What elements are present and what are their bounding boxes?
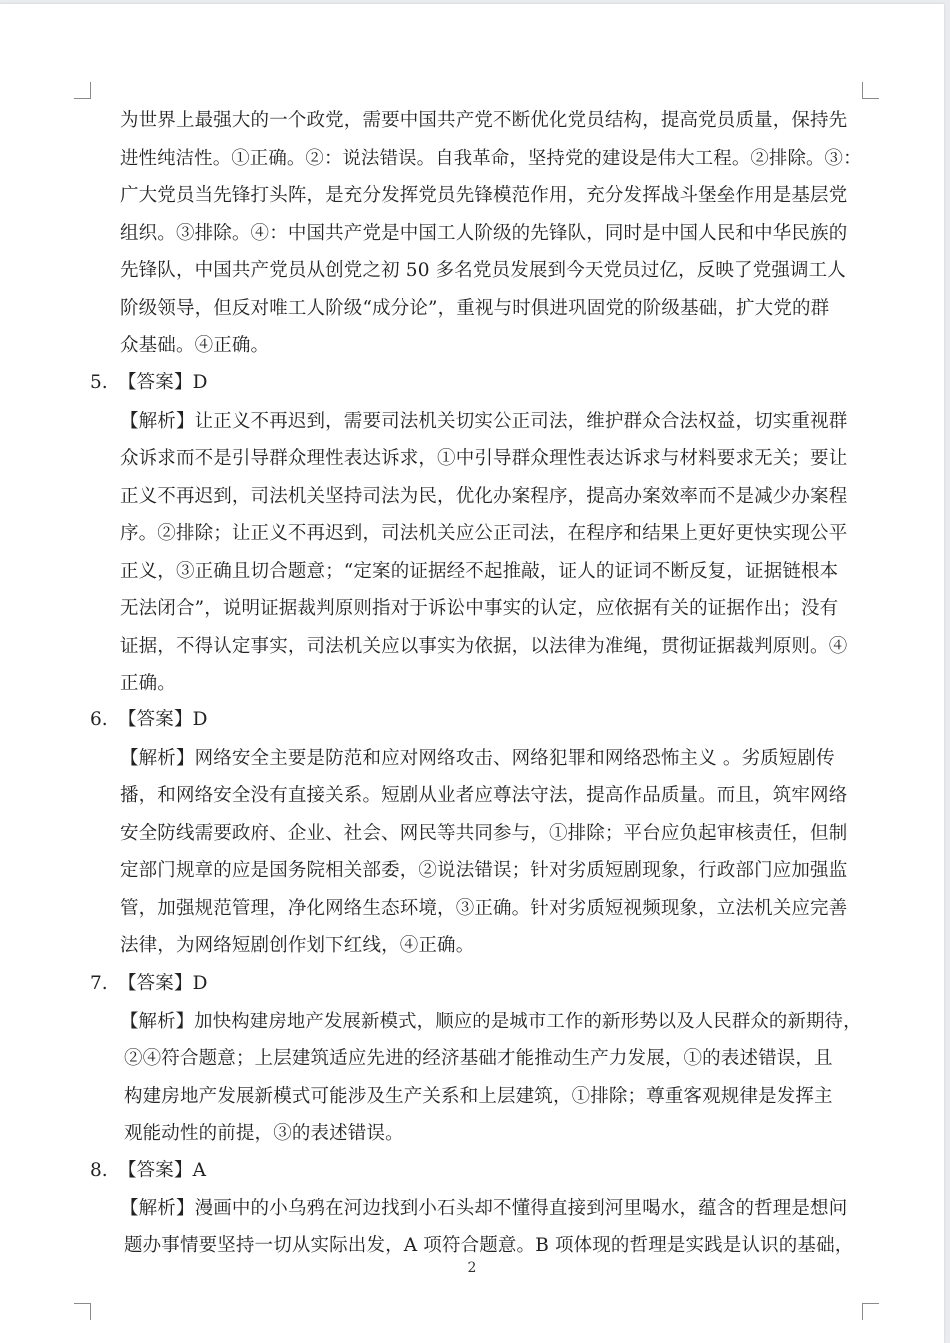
crop-mark-top-right — [862, 82, 879, 99]
text-line: 为世界上最强大的一个政党，需要中国共产党不断优化党员结构，提高党员质量，保持先 — [120, 110, 848, 131]
analysis-line: 【解析】让正义不再迟到，需要司法机关切实公正司法，维护群众合法权益，切实重视群 — [120, 411, 848, 432]
analysis-line: 构建房地产发展新模式可能涉及生产关系和上层建筑，①排除；尊重客观规律是发挥主 — [124, 1086, 833, 1107]
text-line: 进性纯洁性。①正确。②：说法错误。自我革命，坚持党的建设是伟大工程。②排除。③： — [120, 148, 862, 169]
analysis-line: 管，加强规范管理，净化网络生态环境，③正确。针对劣质短视频现象，立法机关应完善 — [120, 898, 848, 919]
question-number: 6. — [90, 709, 108, 730]
crop-mark-bottom-right — [862, 1303, 879, 1320]
analysis-line: 法律，为网络短剧创作划下红线，④正确。 — [120, 935, 475, 956]
question-number: 5. — [90, 372, 108, 393]
answer-line: 【答案】D — [118, 973, 208, 994]
question-number: 8. — [90, 1160, 108, 1181]
analysis-line: 正义，③正确且切合题意；“定案的证据经不起推敲，证人的证词不断反复，证据链根本 — [120, 561, 839, 582]
analysis-line: 序。②排除；让正义不再迟到，司法机关应公正司法，在程序和结果上更好更快实现公平 — [120, 523, 848, 544]
text-line: 众基础。④正确。 — [120, 335, 270, 356]
analysis-line: 播，和网络安全没有直接关系。短剧从业者应尊法守法，提高作品质量。而且，筑牢网络 — [120, 785, 848, 806]
question-number: 7. — [90, 973, 108, 994]
analysis-line: 【解析】加快构建房地产发展新模式，顺应的是城市工作的新形势以及人民群众的新期待， — [120, 1011, 862, 1032]
analysis-line: 观能动性的前提，③的表述错误。 — [124, 1123, 404, 1144]
analysis-line: 安全防线需要政府、企业、社会、网民等共同参与，①排除；平台应负起审核责任，但制 — [120, 823, 848, 844]
text-line: 广大党员当先锋打头阵，是充分发挥党员先锋模范作用，充分发挥战斗堡垒作用是基层党 — [120, 185, 848, 206]
analysis-line: 定部门规章的应是国务院相关部委，②说法错误；针对劣质短剧现象，行政部门应加强监 — [120, 860, 848, 881]
analysis-line: 众诉求而不是引导群众理性表达诉求，①中引导群众理性表达诉求与材料要求无关；要让 — [120, 448, 848, 469]
analysis-line: ②④符合题意；上层建筑适应先进的经济基础才能推动生产力发展，①的表述错误，且 — [124, 1048, 833, 1069]
crop-mark-bottom-left — [74, 1303, 91, 1320]
analysis-line: 【解析】网络安全主要是防范和应对网络攻击、网络犯罪和网络恐怖主义 。劣质短剧传 — [120, 748, 835, 769]
analysis-line: 题办事情要坚持一切从实际出发，A 项符合题意。B 项体现的哲理是实践是认识的基础， — [124, 1235, 854, 1256]
analysis-line: 正义不再迟到，司法机关坚持司法为民，优化办案程序，提高办案效率而不是减少办案程 — [120, 486, 848, 507]
text-line: 先锋队，中国共产党员从创党之初 50 多名党员发展到今天党员过亿，反映了党强调工人 — [120, 260, 846, 281]
answer-line: 【答案】A — [118, 1160, 207, 1181]
answer-line: 【答案】D — [118, 372, 208, 393]
document-page — [0, 4, 944, 1343]
answer-line: 【答案】D — [118, 709, 208, 730]
analysis-line: 证据，不得认定事实，司法机关应以事实为依据，以法律为准绳，贯彻证据裁判原则。④ — [120, 636, 848, 657]
text-line: 组织。③排除。④：中国共产党是中国工人阶级的先锋队，同时是中国人民和中华民族的 — [120, 223, 848, 244]
page-number: 2 — [467, 1260, 477, 1276]
analysis-line: 无法闭合”，说明证据裁判原则指对于诉讼中事实的认定，应依据有关的证据作出；没有 — [120, 598, 839, 619]
crop-mark-top-left — [74, 82, 91, 99]
analysis-line: 【解析】漫画中的小乌鸦在河边找到小石头却不懂得直接到河里喝水，蕴含的哲理是想问 — [120, 1198, 848, 1219]
text-line: 阶级领导，但反对唯工人阶级“成分论”，重视与时俱进巩固党的阶级基础，扩大党的群 — [120, 298, 830, 319]
analysis-line: 正确。 — [120, 673, 176, 694]
